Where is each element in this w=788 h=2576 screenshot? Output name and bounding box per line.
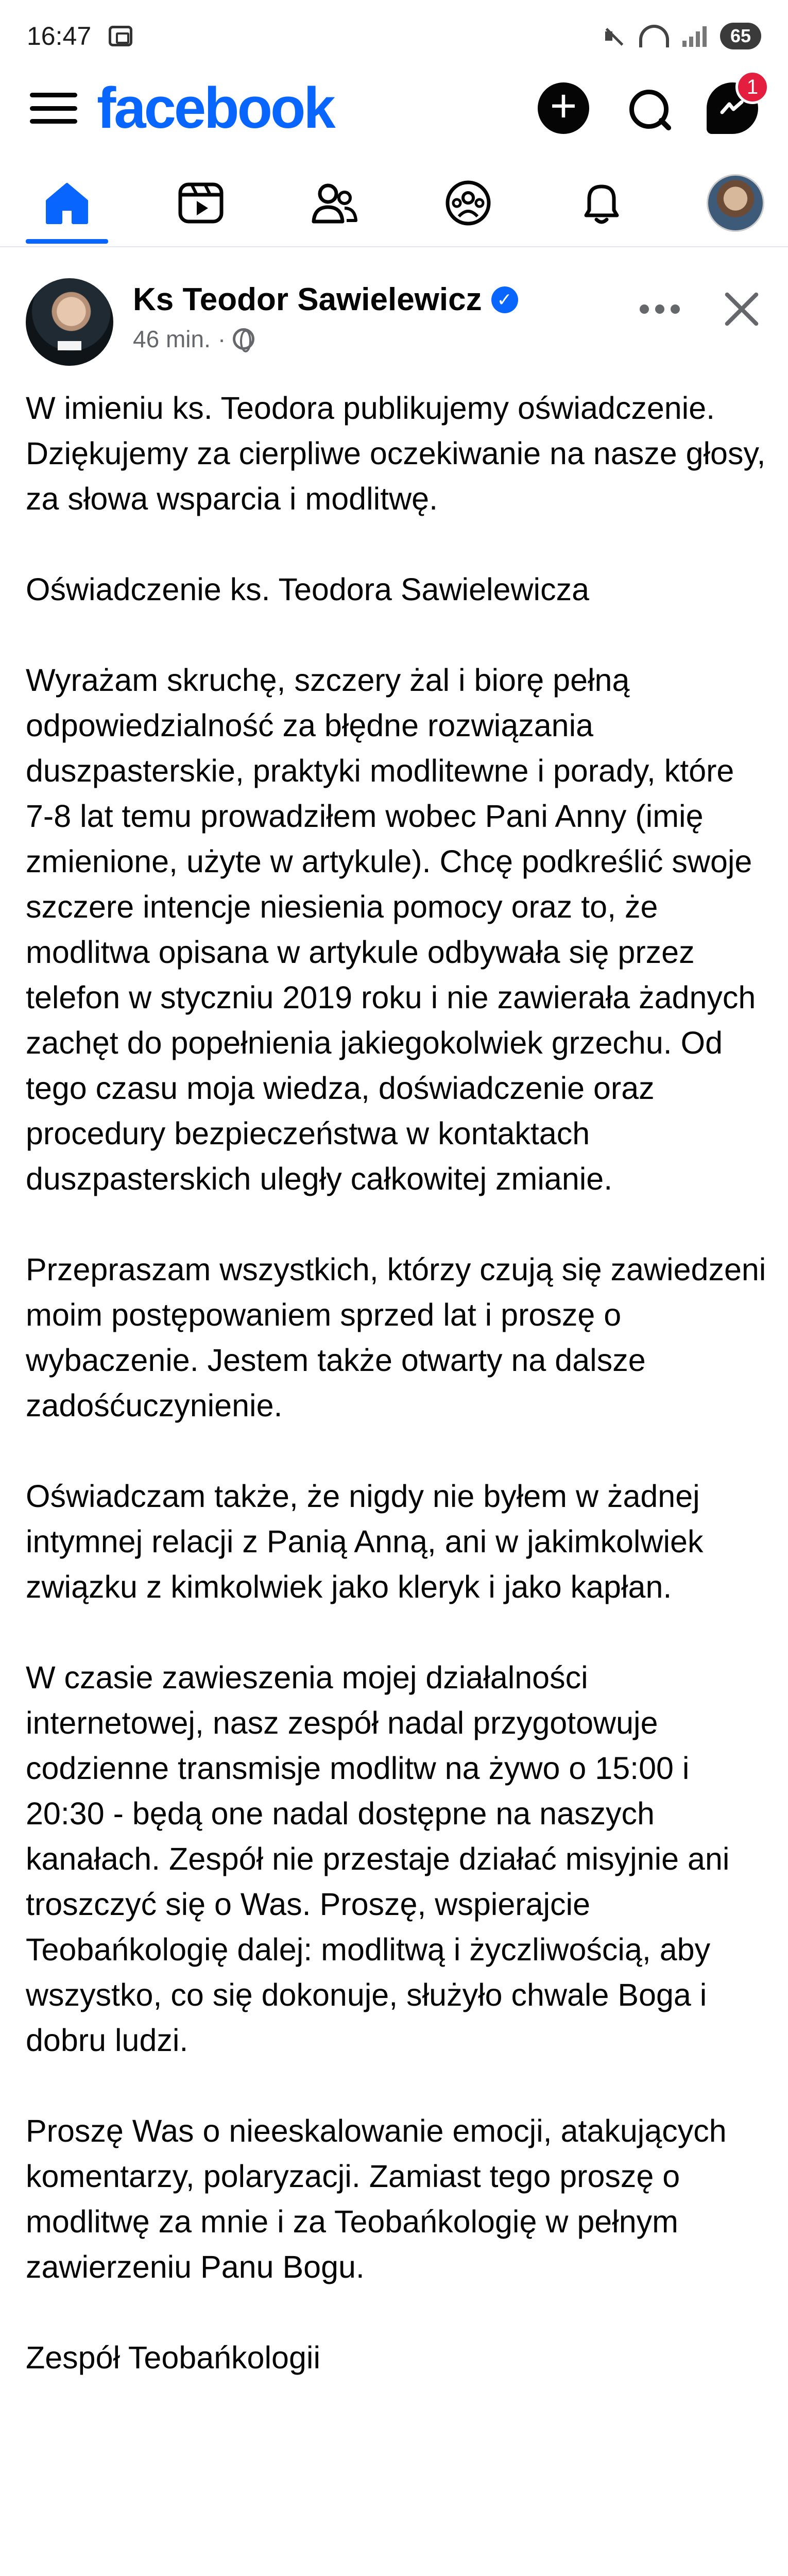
post-paragraph: Oświadczam także, że nigdy nie byłem w żadnej intymnej relacji z Panią Anną, ani w jakimkolwiek związku z kimkolwiek jako kleryk i jako kapłan. <box>26 1479 704 1604</box>
post-paragraph: Przepraszam wszystkich, którzy czują się zawiedzeni moim postępowaniem sprzed lat i proszę o wybaczenie. Jestem także otwarty na dalsze zadośćuczynienie. <box>26 1252 766 1423</box>
header-actions <box>640 278 762 330</box>
home-icon <box>41 177 93 229</box>
tab-groups[interactable] <box>427 164 509 242</box>
friends-icon <box>309 177 360 229</box>
verified-badge-icon: ✓ <box>491 286 518 313</box>
author-name[interactable]: Ks Teodor Sawielewicz <box>133 282 482 317</box>
tab-video[interactable] <box>160 164 242 242</box>
signal-icon <box>682 25 707 47</box>
mute-icon <box>602 24 626 48</box>
top-bar <box>0 72 788 144</box>
globe-icon <box>233 328 254 350</box>
status-icons <box>602 23 761 49</box>
post-meta <box>133 325 518 353</box>
facebook-logo[interactable]: facebook <box>97 76 334 140</box>
post-paragraph: Proszę Was o nieeskalowanie emocji, atakujących komentarzy, polaryzacji. Zamiast tego proszę o modlitwę za mnie i za Teobańkologię w pełnym zawierzeniu Panu Bogu. <box>26 2113 727 2284</box>
author-info <box>133 278 518 353</box>
post-paragraph: Oświadczenie ks. Teodora Sawielewicza <box>26 572 590 607</box>
messenger-button[interactable] <box>707 75 759 134</box>
author-avatar[interactable] <box>26 278 113 366</box>
messenger-badge: 1 <box>735 70 769 104</box>
create-button[interactable] <box>538 82 589 134</box>
meta-separator: · <box>217 326 226 352</box>
post-paragraph: Wyrażam skruchę, szczery żal i biorę pełną odpowiedzialność za błędne rozwiązania duszpasterskie, praktyki modlitewne i porady, które 7-8 lat temu prowadziłem wobec Pani Anny (imię zmienione, użyte w artykule). Chcę podkreślić swoje szczere intencje niesienia pomocy oraz to, że modlitwa opisana w artykule odbywała się przez telefon w styczniu 2019 roku i nie zawierała żadnych zachęt do popełnienia jakiegokolwiek grzechu. Od tego czasu moja wiedza, doświadczenie oraz procedury bezpieczeństwa w kontaktach duszpasterskich uległy całkowitej zmianie. <box>26 663 756 1196</box>
more-options-icon[interactable] <box>640 304 680 314</box>
plus-icon: + <box>550 80 577 132</box>
tab-notifications[interactable] <box>560 164 643 242</box>
close-icon[interactable] <box>721 289 762 330</box>
author-name-row <box>133 281 518 318</box>
tab-friends[interactable] <box>293 164 375 242</box>
post-paragraph: W czasie zawieszenia mojej działalności internetowej, nasz zespół nadal przygotowuje codzienne transmisje modlitw na żywo o 15:00 i 20:30 - będą one nadal dostępne na naszych kanałach. Zespół nie przestaje działać misyjnie ani troszczyć się o Was. Proszę, wspierajcie Teobańkologię dalej: modlitwą i życzliwością, aby wszystko, co się dokonuje, służyło chwale Boga i dobru ludzi. <box>26 1660 730 2058</box>
top-actions <box>538 75 759 134</box>
post-time[interactable]: 46 min. <box>133 326 211 352</box>
wifi-icon <box>639 25 669 47</box>
post-body <box>26 385 767 2380</box>
nav-tabs <box>0 160 788 247</box>
tab-home[interactable] <box>26 164 108 242</box>
status-time: 16:47 <box>27 22 92 50</box>
post-footer <box>0 2571 788 2576</box>
post-signature: Zespół Teobańkologii <box>26 2340 320 2375</box>
video-icon <box>175 177 227 229</box>
groups-icon <box>442 177 494 229</box>
battery-indicator: 65 <box>720 23 761 49</box>
post-header <box>0 258 788 376</box>
bell-icon <box>576 177 627 229</box>
status-bar <box>0 0 788 72</box>
menu-icon[interactable] <box>30 89 77 128</box>
post-paragraph: W imieniu ks. Teodora publikujemy oświadczenie. Dziękujemy za cierpliwe oczekiwanie na nasze głosy, za słowa wsparcia i modlitwę. <box>26 391 766 516</box>
screen-record-icon <box>109 26 132 46</box>
search-button[interactable] <box>622 82 674 134</box>
tab-profile[interactable] <box>694 164 777 242</box>
profile-avatar <box>707 174 764 232</box>
